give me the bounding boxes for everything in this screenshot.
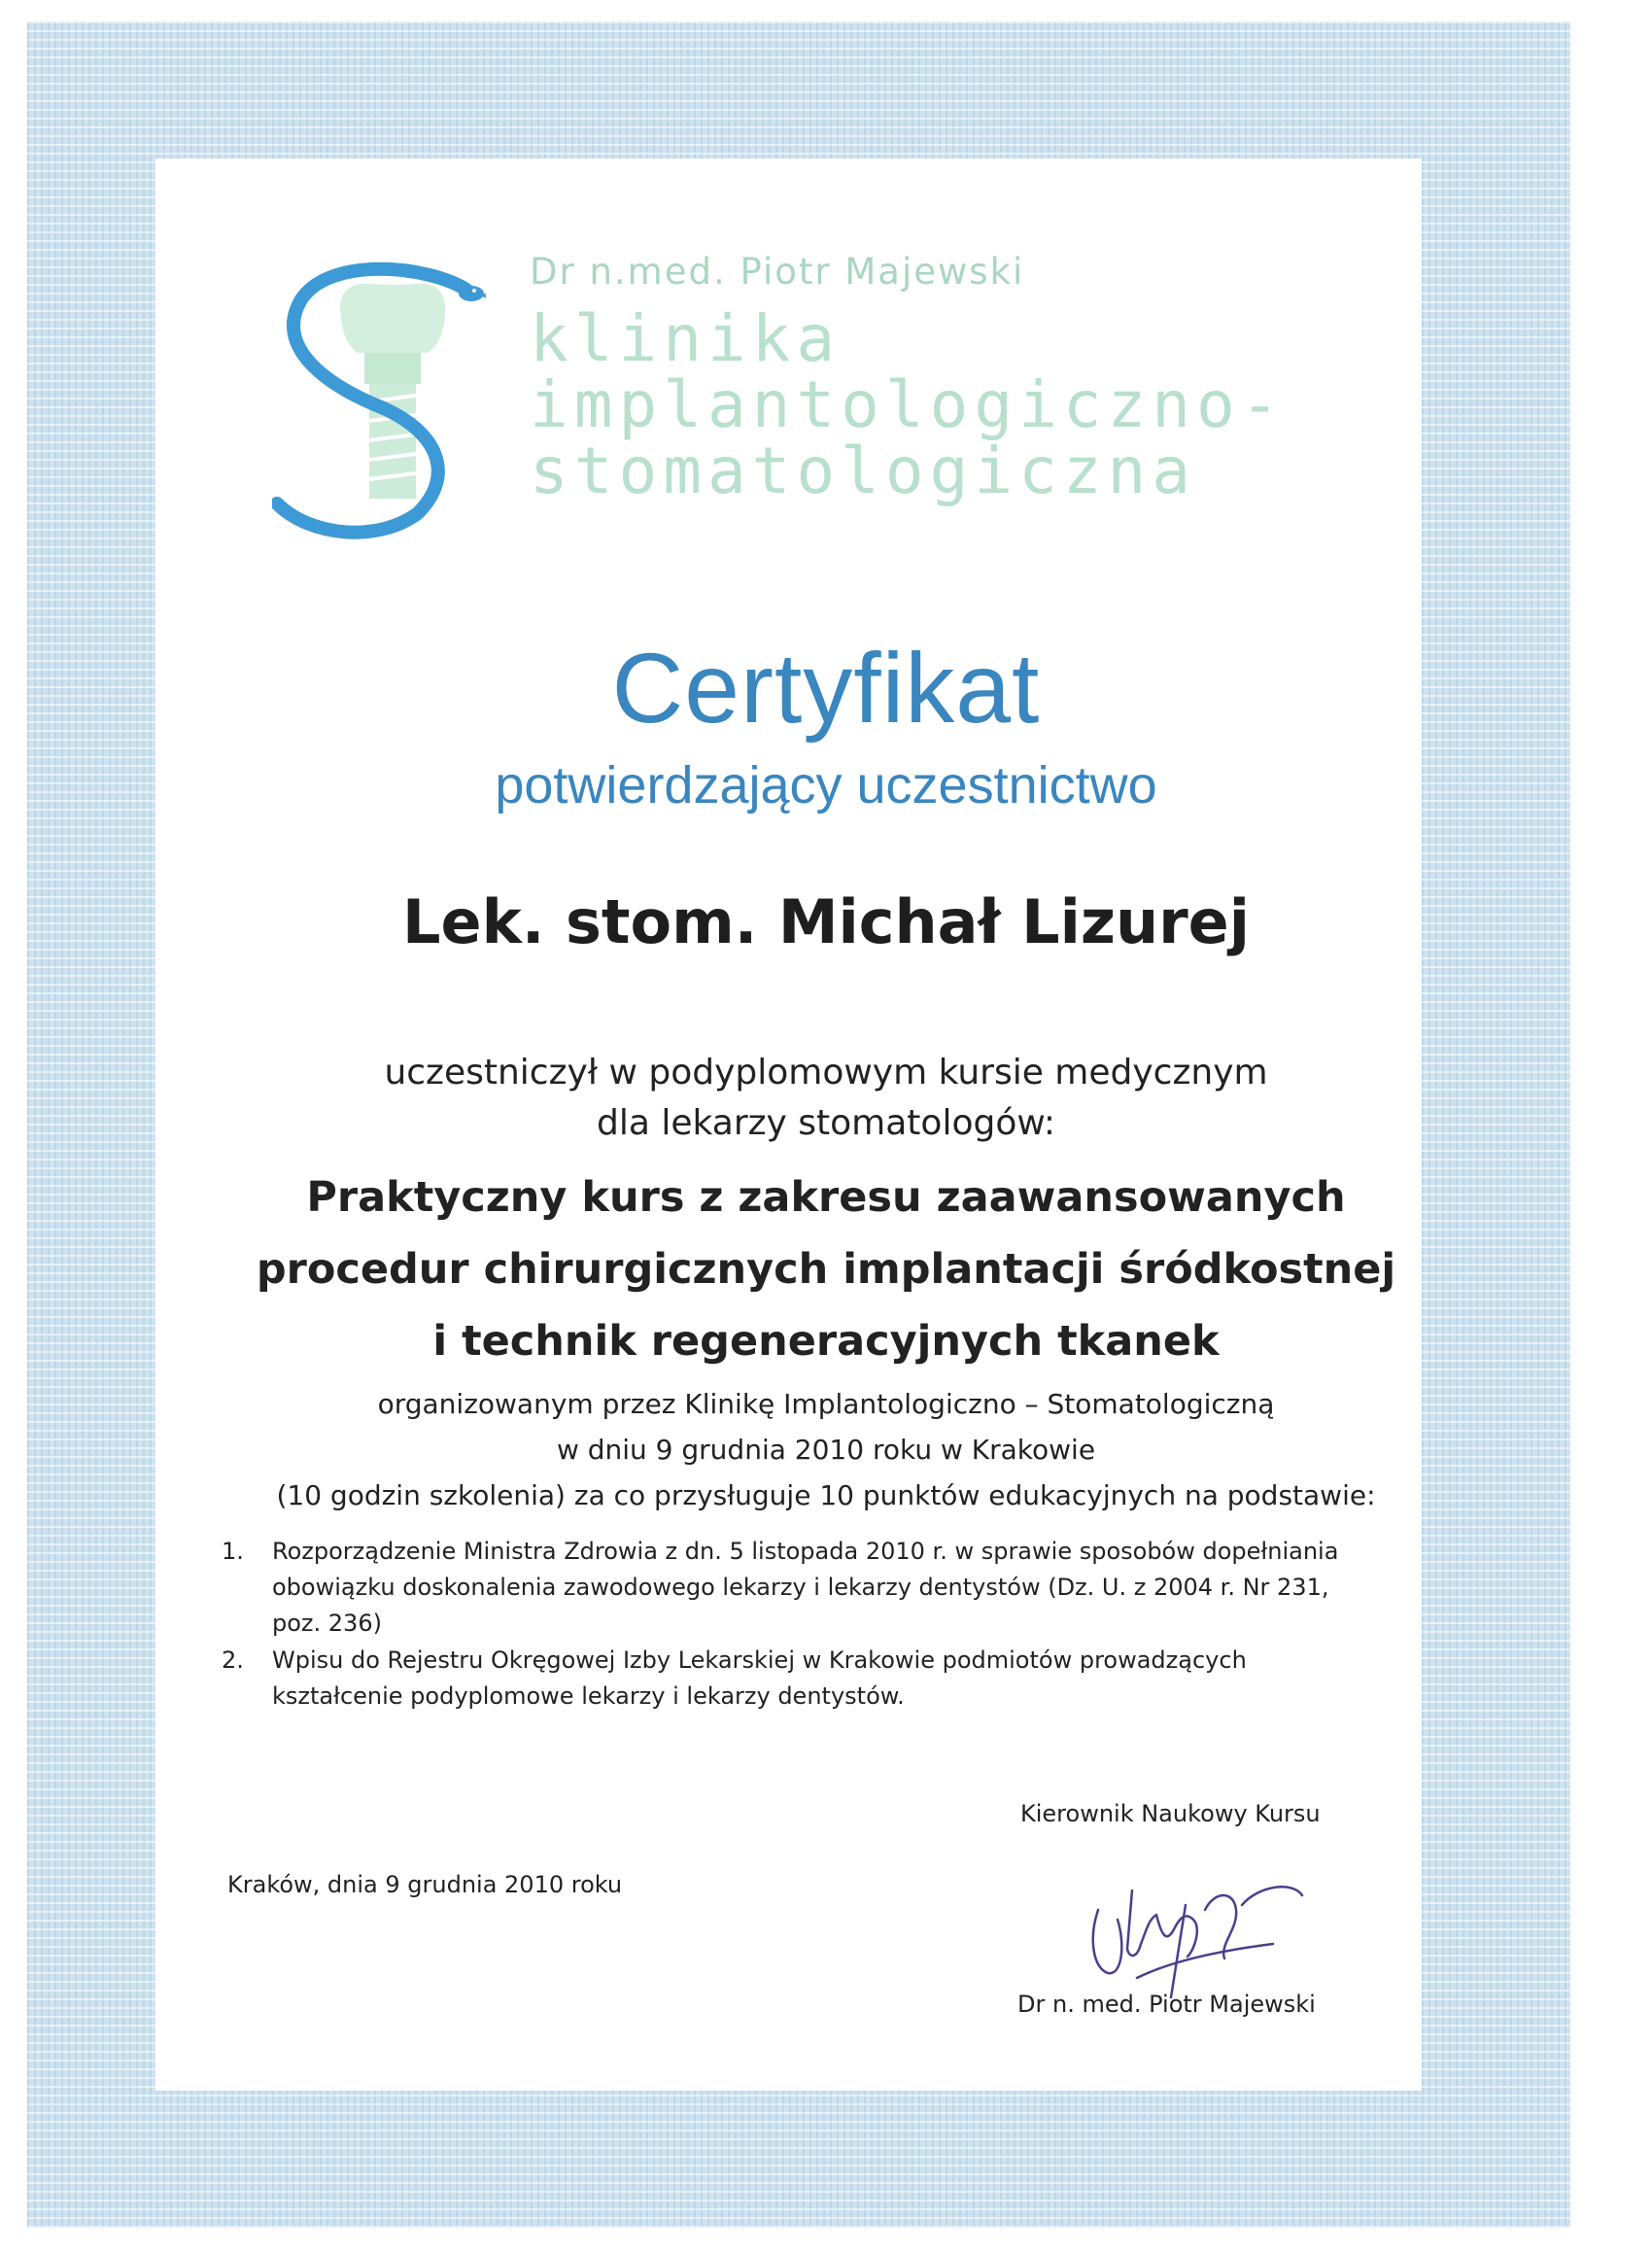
legal-basis-number: 2. xyxy=(222,1646,244,1674)
course-title-line-3: i technik regeneracyjnych tkanek xyxy=(432,1317,1220,1366)
intro-line-2: dla lekarzy stomatologów: xyxy=(597,1103,1055,1143)
legal-basis-item xyxy=(222,1643,1339,1715)
clinic-name-line-2: implantologiczno- xyxy=(530,367,1286,442)
organizer-text: organizowanym przez Klinikę Implantologiczno – Stomatologiczną xyxy=(377,1388,1275,1420)
legal-basis-list xyxy=(222,1534,1339,1716)
clinic-header xyxy=(530,251,1404,508)
clinic-name-line-3: stomatologiczna xyxy=(530,433,1197,508)
clinic-doctor-name: Dr n.med. Piotr Majewski xyxy=(530,251,1025,293)
signatory-role: Kierownik Naukowy Kursu xyxy=(1020,1800,1321,1827)
legal-basis-item xyxy=(222,1534,1339,1642)
clinic-logo xyxy=(272,260,486,544)
course-title-line-1: Praktyczny kurs z zakresu zaawansowanych xyxy=(306,1173,1346,1222)
issue-place-date: Kraków, dnia 9 grudnia 2010 roku xyxy=(227,1871,623,1898)
certificate-subtitle: potwierdzający uczestnictwo xyxy=(495,756,1157,815)
course-title-line-2: procedur chirurgicznych implantacji śródkostnej xyxy=(256,1245,1396,1294)
credits-text: (10 godzin szkolenia) za co przysługuje 10 punktów edukacyjnych na podstawie: xyxy=(276,1479,1376,1511)
legal-basis-text: Rozporządzenie Ministra Zdrowia z dn. 5 listopada 2010 r. w sprawie sposobów dopełniania obowiązku doskonalenia zawodowego lekarzy i lekarzy dentystów (Dz. U. z 2004 r. Nr 231, poz. 236) xyxy=(272,1538,1339,1637)
legal-basis-number: 1. xyxy=(222,1538,244,1565)
legal-basis-text: Wpisu do Rejestru Okręgowej Izby Lekarskiej w Krakowie podmiotów prowadzących kształcenie podyplomowe lekarzy i lekarzy dentystów. xyxy=(272,1646,1247,1710)
certificate-title: Certyfikat xyxy=(611,633,1041,744)
clinic-name-line-1: klinika xyxy=(530,301,842,376)
intro-line-1: uczestniczył w podyplomowym kursie medycznym xyxy=(384,1053,1268,1092)
course-date-place: w dniu 9 grudnia 2010 roku w Krakowie xyxy=(556,1434,1096,1466)
recipient-name: Lek. stom. Michał Lizurej xyxy=(402,886,1250,957)
signatory-name: Dr n. med. Piotr Majewski xyxy=(1017,1991,1316,2018)
